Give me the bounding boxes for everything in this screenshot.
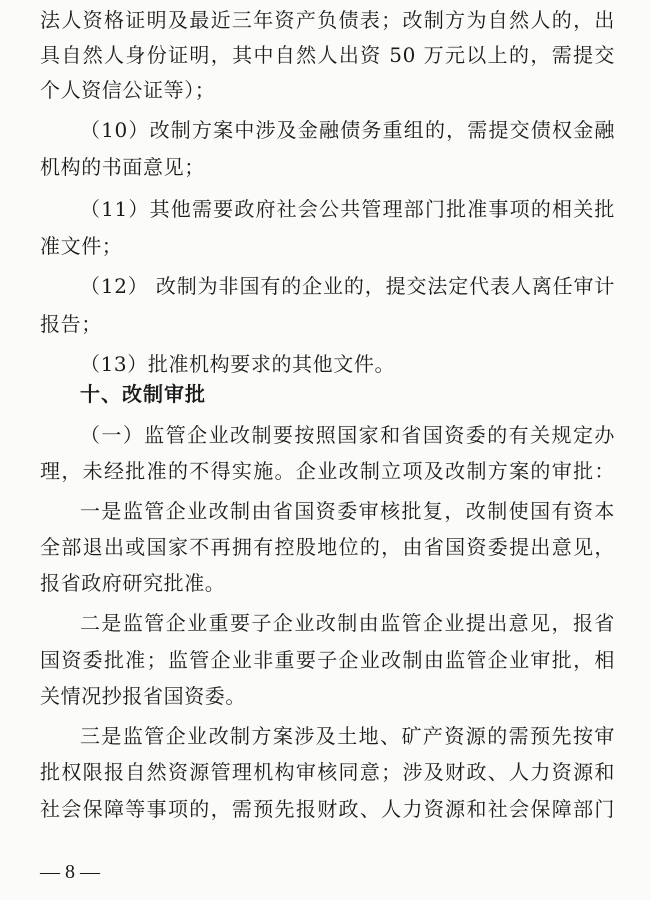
text-line: 报省政府研究批准。 [40,571,226,595]
text-line: 准文件； [40,234,123,258]
text-line: （10）改制方案中涉及金融债务重组的，需提交债权金融 [80,118,615,142]
text-line: 报告； [40,312,102,336]
text-line: 批权限报自然资源管理机构审核同意；涉及财政、人力资源和 [40,760,615,784]
text-line: 一是监管企业改制由省国资委审核批复，改制使国有资本 [80,499,615,523]
text-line: 理，未经批准的不得实施。企业改制立项及改制方案的审批： [40,459,615,483]
text-line: （13）批准机构要求的其他文件。 [80,352,396,376]
text-line: 全部退出或国家不再拥有控股地位的，由省国资委提出意见， [40,535,615,559]
text-line: 关情况抄报省国资委。 [40,684,246,708]
text-line: （11）其他需要政府社会公共管理部门批准事项的相关批 [80,197,615,221]
page-number: — 8 — [40,861,100,883]
text-line: 国资委批准；监管企业非重要子企业改制由监管企业审批，相 [40,648,615,672]
text-line: 具自然人身份证明，其中自然人出资 50 万元以上的，需提交 [40,43,615,67]
text-line: 三是监管企业改制方案涉及土地、矿产资源的需预先按审 [80,724,615,748]
text-line: 社会保障等事项的，需预先报财政、人力资源和社会保障部门 [40,797,615,821]
section-heading: 十、改制审批 [80,382,206,406]
text-line: （12） 改制为非国有的企业的，提交法定代表人离任审计 [80,274,615,298]
text-line: 个人资信公证等）； [40,78,216,102]
text-line: 机构的书面意见； [40,155,205,179]
text-line: （一）监管企业改制要按照国家和省国资委的有关规定办 [80,423,615,447]
text-line: 二是监管企业重要子企业改制由监管企业提出意见，报省 [80,611,615,635]
text-line: 法人资格证明及最近三年资产负债表；改制方为自然人的，出 [40,8,615,32]
